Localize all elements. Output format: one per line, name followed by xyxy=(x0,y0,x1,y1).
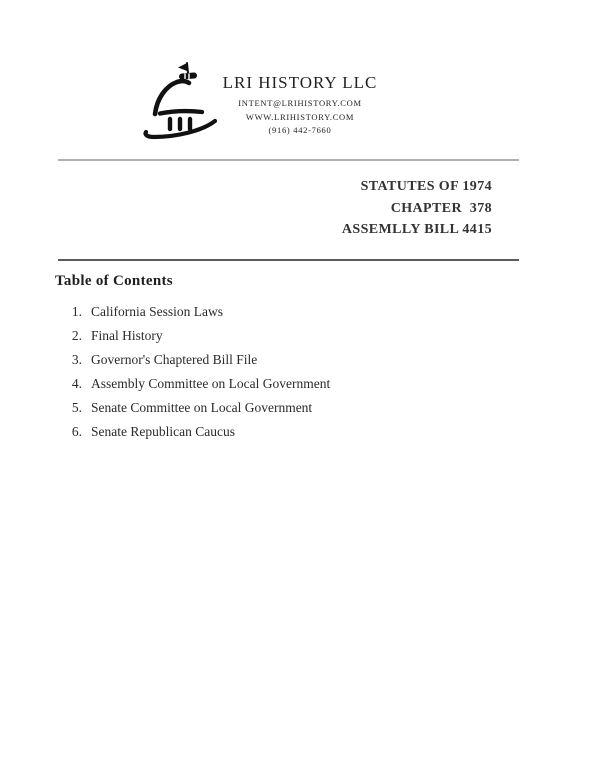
toc-heading: Table of Contents xyxy=(55,273,173,289)
toc-item-number: 1. xyxy=(71,304,82,319)
company-name: LRI HISTORY LLC xyxy=(222,73,378,92)
company-email: INTENT@LRIHISTORY.COM xyxy=(238,98,362,108)
toc-item xyxy=(60,377,330,391)
assembly-bill-line: ASSEMLLY BILL 4415 xyxy=(341,222,492,237)
toc-item-label: Final History xyxy=(91,328,163,343)
chapter-line: CHAPTER 378 xyxy=(390,200,492,216)
toc-item xyxy=(60,353,330,367)
toc-item-number: 2. xyxy=(71,328,82,343)
toc-item xyxy=(60,401,330,415)
statutes-line: STATUTES OF 1974 xyxy=(360,179,492,194)
company-header xyxy=(170,72,430,138)
toc-item-number: 6. xyxy=(71,424,82,439)
company-website: WWW.LRIHISTORY.COM xyxy=(245,111,355,122)
toc-item-label: Assembly Committee on Local Government xyxy=(91,376,331,391)
toc-item-label: Senate Committee on Local Government xyxy=(91,400,313,415)
statute-reference xyxy=(342,176,492,241)
toc-item xyxy=(60,425,330,439)
toc-item-number: 5. xyxy=(71,400,82,415)
toc-list xyxy=(60,305,330,449)
toc-item-label: Governor's Chaptered Bill File xyxy=(91,352,258,367)
toc-item xyxy=(60,305,330,319)
bottom-divider xyxy=(58,259,519,261)
top-divider xyxy=(58,159,519,161)
toc-item-number: 3. xyxy=(71,352,82,367)
toc-item-label: California Session Laws xyxy=(91,304,223,319)
toc-item-label: Senate Republican Caucus xyxy=(91,424,235,439)
company-phone: (916) 442-7660 xyxy=(268,125,332,135)
toc-item-number: 4. xyxy=(71,376,82,391)
toc-item xyxy=(60,329,330,343)
